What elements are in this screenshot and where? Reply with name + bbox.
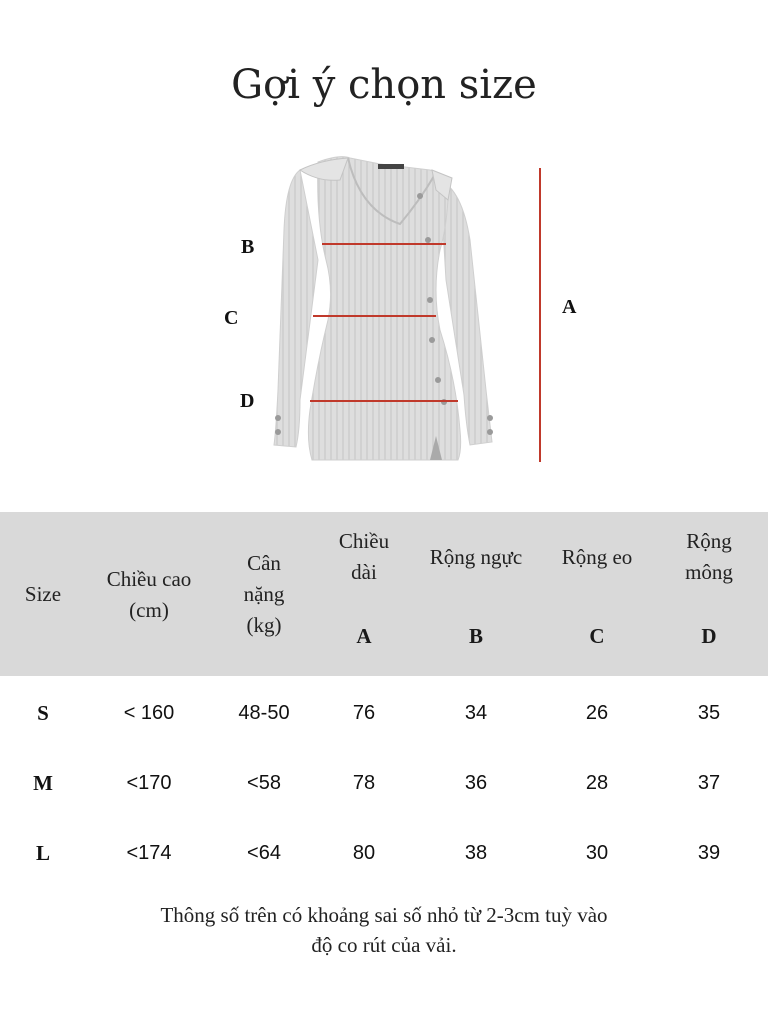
- page-title: Gợi ý chọn size: [231, 62, 537, 108]
- row-weight: <64: [247, 842, 281, 864]
- collar: [300, 158, 348, 180]
- row-weight: 48-50: [238, 702, 290, 724]
- row-bust: 34: [464, 702, 488, 724]
- label-d: D: [240, 390, 255, 412]
- header-bust: Rộng ngực: [429, 545, 523, 569]
- row-hip: 37: [697, 772, 721, 794]
- table-row: [0, 748, 768, 818]
- label-c: C: [224, 307, 239, 329]
- header-height: Chiều cao (cm): [106, 567, 192, 622]
- row-waist: 26: [585, 702, 609, 724]
- row-size: S: [37, 701, 49, 725]
- label-b: B: [241, 236, 255, 258]
- row-waist: 30: [585, 842, 609, 864]
- row-length: 80: [352, 842, 376, 864]
- row-length: 76: [352, 702, 376, 724]
- measurement-note: Thông số trên có khoảng sai số nhỏ từ 2-3cm tuỳ vào độ co rút của vải.: [160, 903, 608, 957]
- header-hip: Rộng mông: [685, 529, 733, 584]
- size-diagram: [0, 140, 768, 480]
- table-header: [0, 512, 768, 676]
- header-bust-letter: B: [468, 624, 483, 648]
- row-length: 78: [352, 772, 376, 794]
- header-waist: Rộng eo: [561, 545, 633, 569]
- header-size: Size: [24, 582, 62, 606]
- header-weight: Cân nặng (kg): [243, 551, 285, 637]
- row-bust: 36: [464, 772, 488, 794]
- label-a: A: [562, 296, 577, 318]
- dress-body: [308, 157, 460, 460]
- row-size: L: [35, 841, 50, 865]
- row-bust: 38: [464, 842, 488, 864]
- header-length-letter: A: [356, 624, 372, 648]
- header-hip-letter: D: [701, 624, 717, 648]
- table-row: [0, 678, 768, 748]
- table-row: [0, 818, 768, 888]
- row-waist: 28: [585, 772, 609, 794]
- row-size: M: [33, 771, 53, 795]
- header-length: Chiều dài: [338, 529, 390, 584]
- row-hip: 35: [697, 702, 721, 724]
- row-hip: 39: [697, 842, 721, 864]
- size-table: [0, 512, 768, 888]
- row-height: <170: [126, 772, 172, 794]
- row-height: < 160: [123, 702, 175, 724]
- header-waist-letter: C: [589, 624, 605, 648]
- garment-illustration: [0, 140, 768, 480]
- row-weight: <58: [247, 772, 281, 794]
- row-height: <174: [126, 842, 172, 864]
